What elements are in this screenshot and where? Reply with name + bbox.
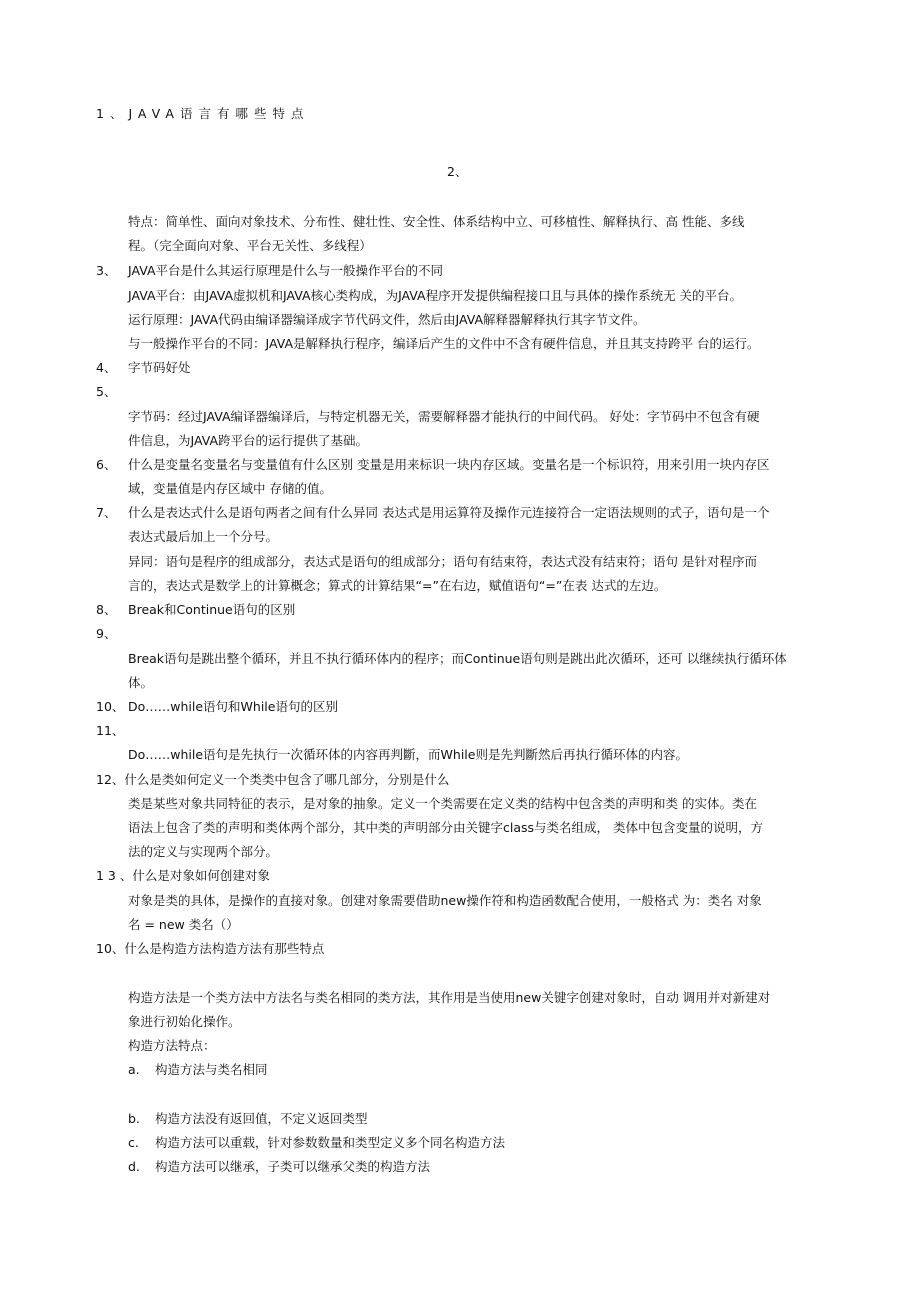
question-9-line-1: Break语句是跳出整个循环，并且不执行循环体内的程序；而Continue语句则是跳出此次循环，还可 以继续执行循环体 — [128, 651, 787, 666]
question-14-line-1: 构造方法是一个类方法中方法名与类名相同的类方法，其作用是当使用new关键字创建对象时，自动 调用并对新建对 — [128, 990, 771, 1005]
feature-text-c: 构造方法可以重载，针对参数数量和类型定义多个同名构造方法 — [155, 1135, 506, 1150]
feature-text-a: 构造方法与类名相同 — [155, 1062, 268, 1077]
question-5-line-1: 字节码：经过JAVA编译器编译后，与特定机器无关，需要解释器才能执行的中间代码。 好处：字节码中不包含有硬 — [128, 409, 760, 424]
question-7-line-4: 言的，表达式是数学上的计算概念；算式的计算结果“=”在右边，赋值语句“=”在表 达式的左边。 — [128, 578, 667, 593]
question-13-line-1: 对象是类的具体，是操作的直接对象。创建对象需要借助new操作符和构造函数配合使用，一般格式 为：类名 对象 — [128, 893, 762, 908]
question-1-title: 1、JAVA语言有哪些特点 — [96, 106, 310, 121]
question-3-line-3: 与一般操作平台的不同：JAVA是解释执行程序，编译后产生的文件中不含有硬件信息，并且其支持跨平 台的运行。 — [128, 336, 760, 351]
feature-marker-b: b. — [128, 1111, 140, 1126]
feature-marker-d: d. — [128, 1159, 140, 1174]
question-4-title: 字节码好处 — [128, 360, 191, 375]
question-2-number: 2、 — [447, 164, 468, 179]
question-12-line-1: 类是某些对象共同特征的表示，是对象的抽象。定义一个类需要在定义类的结构中包含类的声明和类 的实体。类在 — [128, 796, 757, 811]
question-11-number: 11、 — [96, 723, 125, 738]
question-6-line-2: 域，变量值是内存区域中 存储的值。 — [128, 481, 332, 496]
question-9-line-2: 体。 — [128, 675, 154, 690]
question-7-line-1: 什么是表达式什么是语句两者之间有什么异同 表达式是用运算符及操作元连接符合一定语法规则的式子，语句是一个 — [128, 505, 770, 520]
question-14-line-2: 象进行初始化操作。 — [128, 1014, 241, 1029]
question-13-line-2: 名 = new 类名（） — [128, 917, 239, 932]
question-10-number: 10、 — [96, 699, 125, 714]
question-9-number: 9、 — [96, 626, 117, 641]
feature-marker-a: a. — [128, 1062, 140, 1077]
question-5-line-2: 件信息，为JAVA跨平台的运行提供了基础。 — [128, 433, 369, 448]
question-3-line-2: 运行原理：JAVA代码由编译器编译成字节代码文件，然后由JAVA解释器解释执行其字节文件。 — [128, 312, 646, 327]
question-7-line-2: 表达式最后加上一个分号。 — [128, 529, 279, 544]
question-10-title: Do……while语句和While语句的区别 — [128, 699, 338, 714]
question-14-title: 10、什么是构造方法构造方法有那些特点 — [96, 941, 325, 956]
question-3-title: JAVA平台是什么其运行原理是什么与一般操作平台的不同 — [128, 263, 444, 278]
constructor-features-title: 构造方法特点： — [128, 1038, 216, 1053]
question-2-line-2: 程。（完全面向对象、平台无关性、多线程） — [128, 238, 372, 253]
question-11-line-1: Do……while语句是先执行一次循环体的内容再判斷，而While则是先判斷然后再执行循环体的内容。 — [128, 747, 688, 762]
question-6-line-1: 什么是变量名变量名与变量值有什么区别 变量是用来标识一块内存区域。变量名是一个标识符，用来引用一块内存区 — [128, 457, 770, 472]
feature-text-d: 构造方法可以继承，子类可以继承父类的构造方法 — [155, 1159, 431, 1174]
question-3-number: 3、 — [96, 263, 117, 278]
question-8-title: Break和Continue语句的区别 — [128, 602, 296, 617]
question-4-number: 4、 — [96, 360, 117, 375]
question-13-title: 1 3 、什么是对象如何创建对象 — [96, 868, 270, 883]
question-12-title: 12、什么是类如何定义一个类类中包含了哪几部分，分别是什么 — [96, 772, 450, 787]
question-6-number: 6、 — [96, 457, 117, 472]
question-5-number: 5、 — [96, 384, 117, 399]
question-7-number: 7、 — [96, 505, 117, 520]
feature-marker-c: c. — [128, 1135, 139, 1150]
question-8-number: 8、 — [96, 602, 117, 617]
question-7-line-3: 异同：语句是程序的组成部分，表达式是语句的组成部分；语句有结束符，表达式没有结束符；语句 是针对程序而 — [128, 554, 757, 569]
question-3-line-1: JAVA平台：由JAVA虚拟机和JAVA核心类构成，为JAVA程序开发提供编程接口且与具体的操作系统无 关的平台。 — [128, 288, 743, 303]
feature-text-b: 构造方法没有返回值，不定义返回类型 — [155, 1111, 368, 1126]
question-12-line-2: 语法上包含了类的声明和类体两个部分，其中类的声明部分由关键字class与类名组成， 类体中包含变量的说明，方 — [128, 820, 764, 835]
question-12-line-3: 法的定义与实现两个部分。 — [128, 844, 279, 859]
question-2-line-1: 特点：简单性、面向对象技术、分布性、健壮性、安全性、体系结构中立、可移植性、解释执行、高 性能、多线 — [128, 214, 745, 229]
